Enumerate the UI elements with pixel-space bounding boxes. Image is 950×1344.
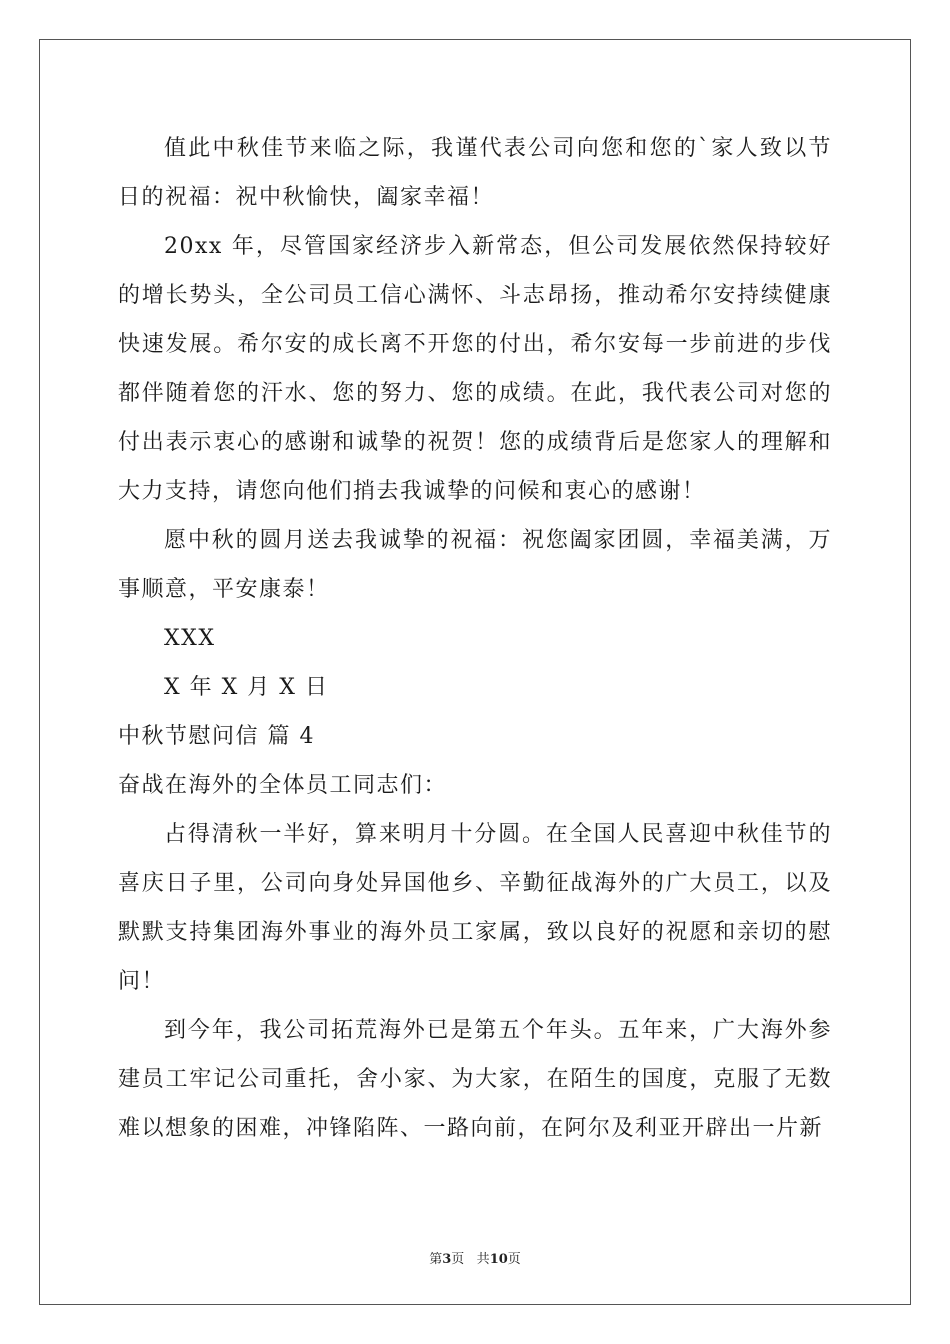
- paragraph-achievements: 20xx 年，尽管国家经济步入新常态，但公司发展依然保持较好的增长势头，全公司员工信心满怀、斗志昂扬，推动希尔安持续健康快速发展。希尔安的成长离不开您的付出，希尔安每一步前进的步伐都伴随着您的汗水、您的努力、您的成绩。在此，我代表公司对您的付出表示衷心的感谢和诚挚的祝贺！您的成绩背后是您家人的理解和大力支持，请您向他们捎去我诚挚的问候和衷心的感谢！: [118, 234, 832, 504]
- signature-name: XXX: [164, 626, 216, 651]
- paragraph-wishes: 愿中秋的圆月送去我诚挚的祝福：祝您阖家团圆，幸福美满，万事顺意，平安康泰！: [118, 528, 832, 602]
- signature-date: X 年 X 月 X 日: [164, 675, 329, 700]
- paragraph-overseas: 到今年，我公司拓荒海外已是第五个年头。五年来，广大海外参建员工牢记公司重托，舍小家、为大家，在陌生的国度，克服了无数难以想象的困难，冲锋陷阵、一路向前，在阿尔及利亚开辟出一片新: [118, 1018, 832, 1141]
- paragraph-greeting: 值此中秋佳节来临之际，我谨代表公司向您和您的`家人致以节日的祝福：祝中秋愉快，阖家幸福！: [118, 136, 832, 210]
- total-suffix: 页: [507, 1252, 521, 1267]
- paragraph-mid-autumn: 占得清秋一半好，算来明月十分圆。在全国人民喜迎中秋佳节的喜庆日子里，公司向身处异国他乡、辛勤征战海外的广大员工，以及默默支持集团海外事业的海外员工家属，致以良好的祝愿和亲切的慰问！: [118, 822, 832, 994]
- page-number: 3: [442, 1252, 452, 1267]
- page-footer: [0, 1248, 950, 1267]
- document-body: [118, 124, 832, 1153]
- total-prefix: 共: [476, 1252, 490, 1267]
- section-heading: 中秋节慰问信 篇 4: [118, 724, 315, 749]
- salutation: 奋战在海外的全体员工同志们：: [118, 773, 448, 798]
- page-suffix: 页: [451, 1252, 465, 1267]
- total-pages: 10: [489, 1252, 508, 1267]
- page-prefix: 第: [429, 1252, 443, 1267]
